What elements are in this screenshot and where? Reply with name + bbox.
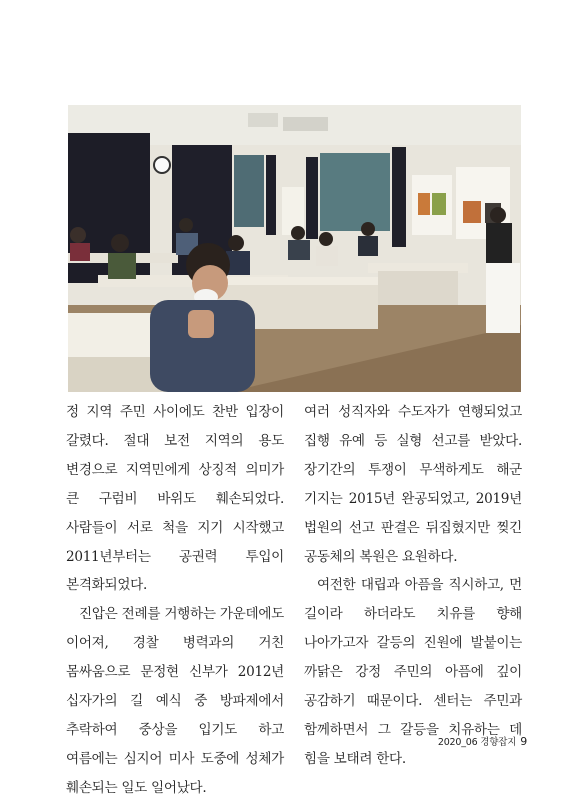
article-paragraph: 진압은 전례를 거행하는 가운데에도 이어져, 경찰 병력과의 거친 몸싸움으로 문정현 신부가 2012년 십자가의 길 예식 중 방파제에서 추락하여 중상을 입기도 하고 여름에는 심지어 미사 도중에 성체가 훼손되는 일도 일어났다. [66,606,284,796]
article-paragraph: 여러 성직자와 수도자가 연행되었고 집행 유예 등 실형 선고를 받았다. 장기간의 투쟁이 무색하게도 해군 기지는 2015년 완공되었고, 2019년 법원의 선고 판결은 뒤집혔지만 찢긴 공동체의 복원은 요원하다. [304,404,522,565]
article-paragraph: 여전한 대립과 아픔을 직시하고, 먼 길이라 하더라도 치유를 향해 나아가고자 갈등의 진원에 발붙이는 까닭은 강정 주민의 아픔에 깊이 공감하기 때문이다. 센터는 주민과 함께하면서 그 갈등을 치유하는 데 힘을 보태려 한다. [304,577,522,767]
article-photo [68,105,521,392]
page-number: 9 [520,735,527,748]
article-column-left [66,398,284,803]
classroom-prayer-image [68,105,521,392]
article-column-right [304,398,522,774]
issue-label: 2020_06 경향잡지 [437,737,517,748]
page-footer [438,734,527,748]
article-paragraph: 정 지역 주민 사이에도 찬반 입장이 갈렸다. 절대 보전 지역의 용도 변경으로 지역민에게 상징적 의미가 큰 구럼비 바위도 훼손되었다. 사람들이 서로 척을 지기 시작했고 2011년부터는 공권력 투입이 본격화되었다. [66,404,284,594]
